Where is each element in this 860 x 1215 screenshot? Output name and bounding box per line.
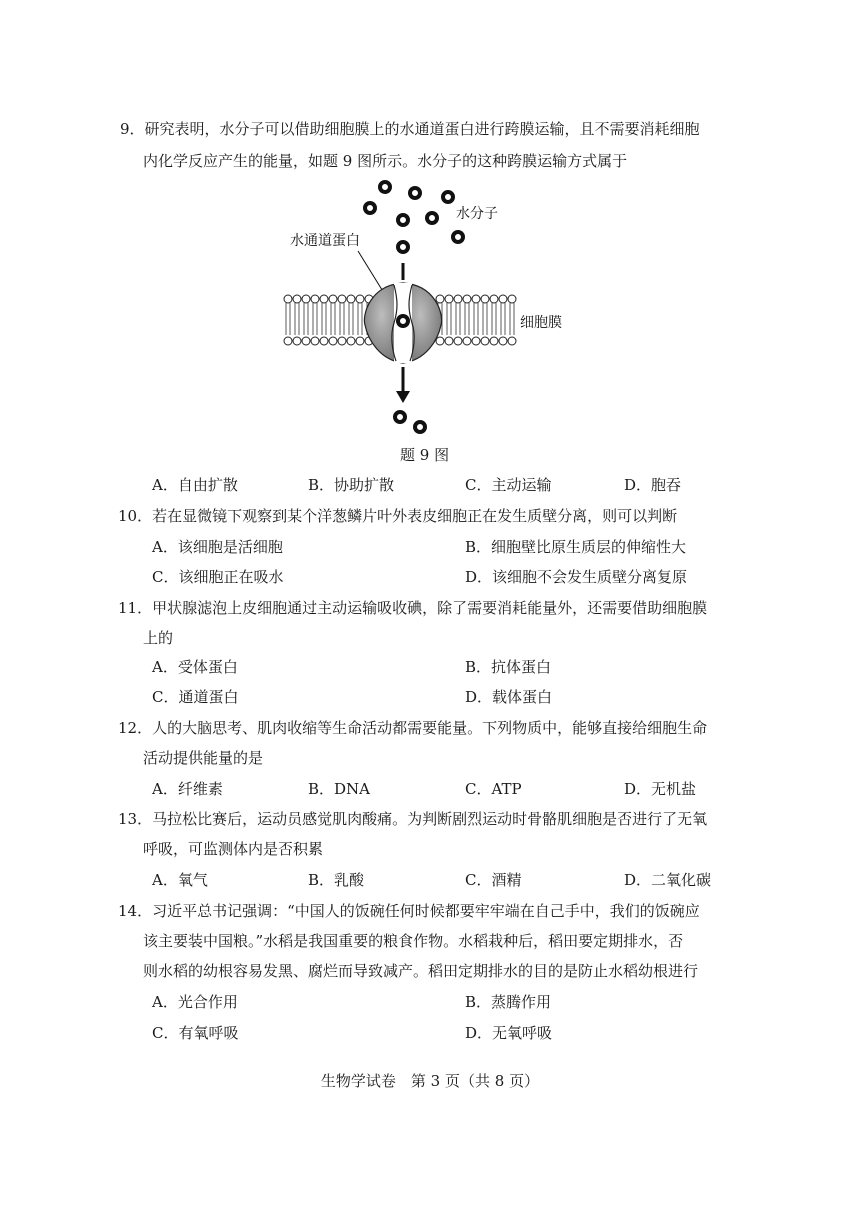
q14-option-c: C．有氧呼吸	[152, 1024, 239, 1042]
q9-option-a: A．自由扩散	[152, 476, 238, 494]
q10-text-line1: 10．若在显微镜下观察到某个洋葱鳞片叶外表皮细胞正在发生质壁分离，则可以判断	[118, 507, 678, 525]
q12-text-line1: 12．人的大脑思考、肌肉收缩等生命活动都需要能量。下列物质中，能够直接给细胞生命	[118, 719, 708, 737]
q14-option-d: D．无氧呼吸	[465, 1024, 553, 1042]
q9-option-c: C．主动运输	[465, 476, 552, 494]
page-footer: 生物学试卷 第 3 页（共 8 页）	[320, 1072, 540, 1090]
q14-option-a: A．光合作用	[152, 993, 238, 1011]
q11-option-a: A．受体蛋白	[152, 658, 238, 676]
q13-text-line1: 13．马拉松比赛后，运动员感觉肌肉酸痛。为判断剧烈运动时骨骼肌细胞是否进行了无氧	[118, 810, 708, 828]
q14-text-line2: 该主要装中国粮。”水稻是我国重要的粮食作物。水稻栽种后，稻田要定期排水，否	[143, 932, 684, 950]
q11-text-line2: 上的	[143, 629, 174, 647]
label-water-molecule: 水分子	[456, 205, 498, 221]
water-channel-diagram	[270, 175, 590, 465]
q12-option-a: A．纤维素	[152, 780, 223, 798]
q14-text-line3: 则水稻的幼根容易发黑、腐烂而导致减产。稻田定期排水的目的是防止水稻幼根进行	[143, 962, 699, 980]
q11-option-c: C．通道蛋白	[152, 688, 239, 706]
q11-option-d: D．载体蛋白	[465, 688, 553, 706]
q13-option-b: B．乳酸	[308, 871, 365, 889]
q12-option-b: B．DNA	[308, 780, 371, 798]
label-water-channel-protein: 水通道蛋白	[290, 232, 360, 248]
q10-option-a: A．该细胞是活细胞	[152, 538, 283, 556]
q12-option-d: D．无机盐	[624, 780, 697, 798]
label-cell-membrane: 细胞膜	[520, 314, 562, 330]
q13-option-a: A．氧气	[152, 871, 208, 889]
q11-text-line1: 11．甲状腺滤泡上皮细胞通过主动运输吸收碘，除了需要消耗能量外，还需要借助细胞膜	[118, 599, 708, 617]
figure-caption: 题 9 图	[400, 446, 450, 464]
q14-option-b: B．蒸腾作用	[465, 993, 552, 1011]
q10-option-b: B．细胞壁比原生质层的伸缩性大	[465, 538, 687, 556]
q10-option-c: C．该细胞正在吸水	[152, 568, 284, 586]
q9-text-line2: 内化学反应产生的能量，如题 9 图所示。水分子的这种跨膜运输方式属于	[143, 152, 628, 170]
q11-option-b: B．抗体蛋白	[465, 658, 552, 676]
q13-option-d: D．二氧化碳	[624, 871, 712, 889]
q12-option-c: C．ATP	[465, 780, 522, 798]
q10-option-d: D．该细胞不会发生质壁分离复原	[465, 568, 688, 586]
q9-option-b: B．协助扩散	[308, 476, 395, 494]
q13-option-c: C．酒精	[465, 871, 522, 889]
q9-option-d: D．胞吞	[624, 476, 682, 494]
q14-text-line1: 14．习近平总书记强调：“中国人的饭碗任何时候都要牢牢端在自己手中，我们的饭碗应	[118, 902, 700, 920]
water-molecule-group-top	[365, 182, 463, 252]
arrow-down-icon	[396, 391, 410, 403]
q12-text-line2: 活动提供能量的是	[143, 749, 264, 767]
q9-text-line1: 9．研究表明，水分子可以借助细胞膜上的水通道蛋白进行跨膜运输，且不需要消耗细胞	[120, 120, 700, 138]
q13-text-line2: 呼吸，可监测体内是否积累	[143, 840, 324, 858]
water-channel-protein	[364, 283, 441, 363]
